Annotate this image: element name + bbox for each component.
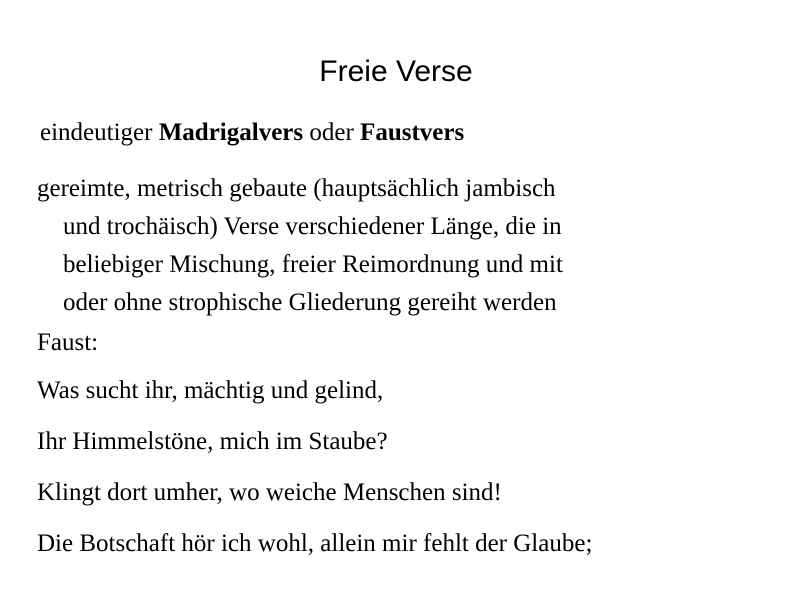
definition-line: und trochäisch) Verse verschiedener Länge, die in [63,213,562,240]
subtitle [40,116,464,150]
subtitle-connector: oder [303,119,361,146]
verse-line: Klingt dort umher, wo weiche Menschen sind! [37,479,502,506]
verse-line: Was sucht ihr, mächtig und gelind, [37,377,384,404]
definition-line: gereimte, metrisch gebaute (hauptsächlich jambisch [37,175,556,202]
slide-title [0,52,794,92]
term-faustvers: Faustvers [360,119,465,146]
verse-line: Die Botschaft hör ich wohl, allein mir fehlt der Glaube; [37,530,593,557]
slide-title-text: Freie Verse [319,55,473,88]
definition-line: beliebiger Mischung, freier Reimordnung und mit [63,251,563,278]
definition-line: oder ohne strophische Gliederung gereiht werden [63,289,557,316]
example-label: Faust: [37,329,99,356]
verse-line: Ihr Himmelstöne, mich im Staube? [37,428,388,455]
definition [37,170,737,322]
term-madrigalvers: Madrigalvers [158,119,304,146]
subtitle-prefix: eindeutiger [40,119,159,146]
